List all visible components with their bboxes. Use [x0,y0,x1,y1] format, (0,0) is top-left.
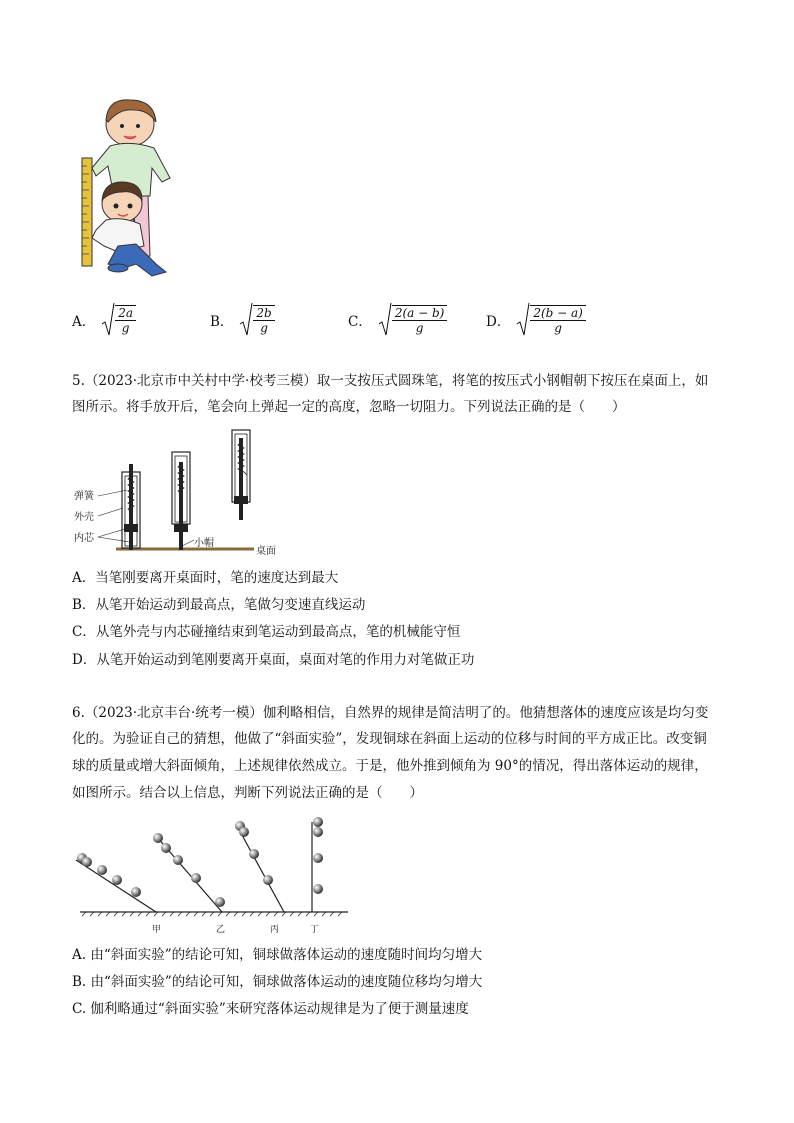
q6-stem-line1: 6.（2023·北京丰台·统考一模）伽利略相信，自然界的规律是简洁明了的。他猜想落体的速度应该是均匀变 [72,705,709,721]
q4-option-a[interactable] [72,300,136,340]
sqrt-fraction: $\frac{2b}{g}$ [239,302,274,338]
core-label: 内芯 [74,533,94,544]
q5-stem-line1: 5.（2023·北京市中关村中学·校考三模）取一支按压式圆珠笔，将笔的按压式小钢帽朝下按压在桌面上，如 [72,373,709,389]
cap-label: 小帽 [194,538,214,549]
option-label: B． [210,314,234,330]
label-jia: 甲 [152,925,162,935]
label-ding: 丁 [310,925,320,935]
option-label: A． [72,314,96,330]
sqrt-fraction: $\frac{2(b - a)}{g}$ [516,302,586,338]
table-label: 桌面 [256,546,276,557]
label-yi: 乙 [216,925,226,935]
q5-option-b[interactable]: B．从笔开始运动到最高点，笔做匀变速直线运动 [72,597,366,613]
q6-option-c[interactable]: C. 伽利略通过“斜面实验”来研究落体运动规律是为了便于测量速度 [72,1001,469,1017]
q5-stem-line2: 图所示。将手放开后，笔会向上弹起一定的高度，忽略一切阻力。下列说法正确的是（ ） [72,399,626,415]
q6-option-b[interactable]: B. 由“斜面实验”的结论可知，铜球做落体运动的速度随位移均匀增大 [72,974,483,990]
q4-option-c[interactable] [348,300,447,340]
label-bing: 丙 [270,925,280,935]
q4-option-b[interactable] [210,300,275,340]
incline-figure [72,812,352,940]
children-ruler-illustration [78,96,178,286]
spring-label: 弹簧 [74,491,94,502]
q6-option-a[interactable]: A. 由“斜面实验”的结论可知，铜球做落体运动的速度随时间均匀增大 [72,947,483,963]
q5-option-d[interactable]: D．从笔开始运动到笔刚要离开桌面，桌面对笔的作用力对笔做正功 [72,652,475,668]
q5-option-c[interactable]: C．从笔外壳与内芯碰撞结束到笔运动到最高点，笔的机械能守恒 [72,624,461,640]
q6-stem-line4: 如图所示。结合以上信息，判断下列说法正确的是（ ） [72,785,423,801]
sqrt-fraction: $\frac{2a}{g}$ [101,302,136,338]
q6-stem-line2: 化的。为验证自己的猜想，他做了“斜面实验”，发现铜球在斜面上运动的位移与时间的平方成正比。改变铜 [72,731,707,747]
option-label: C． [348,314,372,330]
q6-stem-line3: 球的质量或增大斜面倾角，上述规律依然成立。于是，他外推到倾角为 90°的情况，得出落体运动的规律， [72,758,708,774]
pen-figure [72,428,292,560]
q5-option-a[interactable]: A．当笔刚要离开桌面时，笔的速度达到最大 [72,570,339,586]
option-label: D． [486,314,511,330]
sqrt-fraction: $\frac{2(a - b)}{g}$ [378,302,448,338]
shell-label: 外壳 [74,512,94,523]
q4-option-d[interactable] [486,300,586,340]
